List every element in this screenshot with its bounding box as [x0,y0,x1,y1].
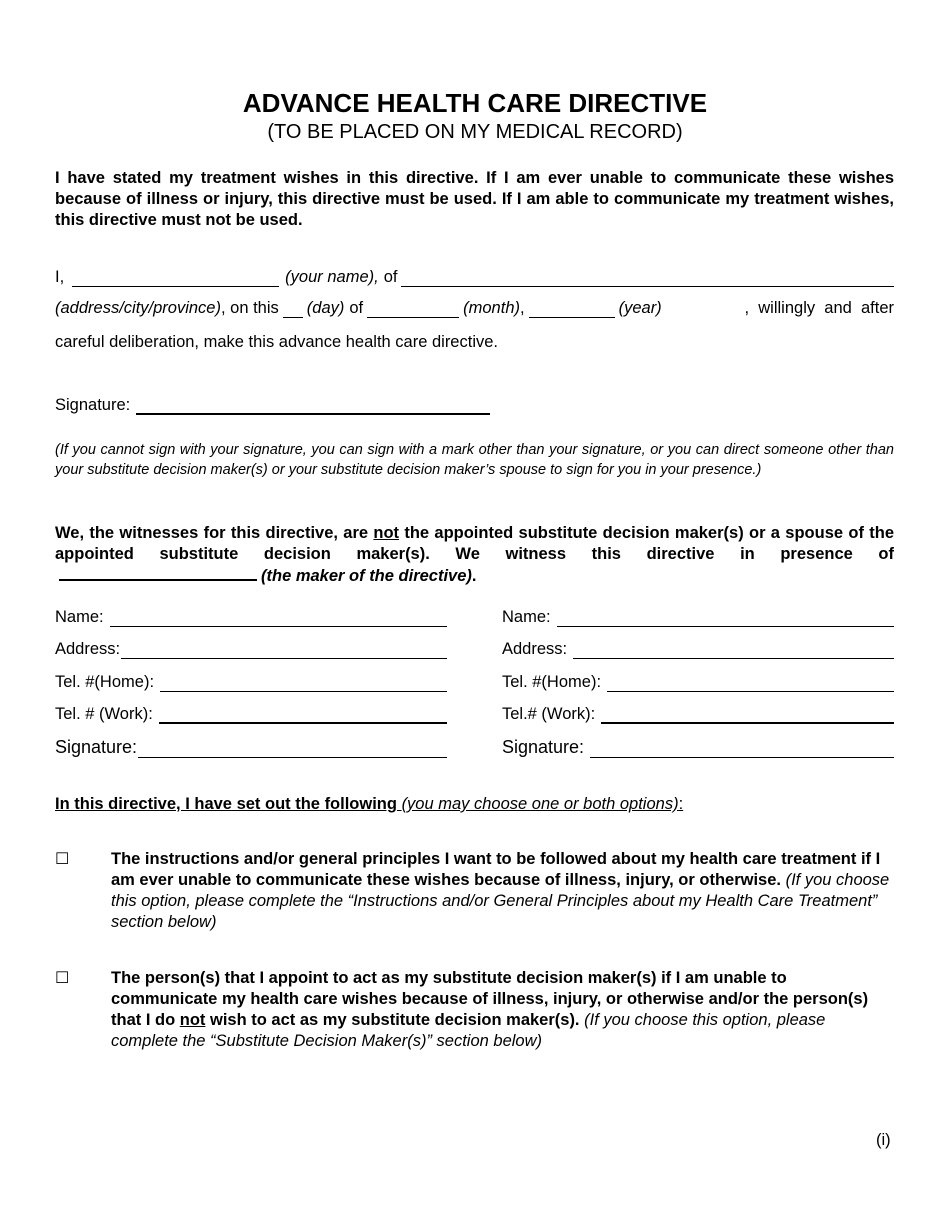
witness1-tel-home-field [55,673,447,692]
option-instructions-checkbox[interactable]: ☐ [55,851,70,868]
option1-bold: The instructions and/or general principles I want to be followed about my health care treatment if I am ever unable to communicate these wishes because of illness, injury, or otherwise. [111,850,881,889]
witness2-tel-home-input[interactable] [607,677,894,692]
witness2-address-field [502,640,894,659]
month-label: (month) [463,299,520,317]
option-instructions-text [111,849,894,933]
option2-note: (If you choose this option, please complete the “Substitute Decision Maker(s)” section below) [111,1011,826,1050]
witness1-signature-input[interactable] [138,743,447,758]
witness2-tel-work-field [502,705,894,724]
witness1-address-input[interactable] [121,644,447,659]
field-label: Tel. #(Home): [502,673,602,691]
option2-bold-b: wish to act as my substitute decision maker(s). [205,1011,580,1029]
address-label: (address/city/province) [55,299,221,317]
declaration-line-1 [55,268,894,287]
witness1-signature-field [55,737,447,758]
option-sdm-checkbox[interactable]: ☐ [55,970,70,987]
option-substitute-decision-maker [55,968,894,1058]
witness1-tel-work-input[interactable] [159,708,447,724]
intro-paragraph: I have stated my treatment wishes in this directive. If I am ever unable to communicate these wishes because of illness or injury, this directive must be used. If I am able to communicate my treatment wishes, this directive must not be used. [55,169,894,229]
witness2-name-input[interactable] [557,612,894,627]
field-label: Name: [502,608,551,626]
field-label: Name: [55,608,104,626]
witness-part1: We, the witnesses for this directive, are [55,524,374,542]
witness-maker: (the maker of the directive) [261,567,472,585]
witness2-name-field [502,608,894,627]
witness2-signature-input[interactable] [590,743,894,758]
year-blank[interactable] [529,303,615,318]
signature-note: (If you cannot sign with your signature, you can sign with a mark other than your signature, or you can direct someone other than your substitute decision maker(s) or your substitute decision maker’s spouse to sign for you in your presence.) [55,442,894,478]
field-label: Tel. # (Work): [55,705,153,723]
option2-bold-a: The person(s) that I appoint to act as my substitute decision maker(s) if I am unable to communicate my health care wishes because of illness, injury, or otherwise and/or the person(s) that I do [111,969,869,1029]
maker-name-blank[interactable] [59,565,257,581]
witness2-address-input[interactable] [573,644,894,659]
witness-not: not [373,524,400,542]
maker-signature-line [55,396,494,415]
options-heading [55,795,683,814]
declaration-line-3: careful deliberation, make this advance health care directive. [55,333,498,351]
document-subtitle: (TO BE PLACED ON MY MEDICAL RECORD) [267,121,683,143]
option-sdm-text [111,968,894,1052]
field-label: Tel.# (Work): [502,705,596,723]
options-heading-colon: : [678,795,684,813]
option-instructions [55,849,894,939]
document-title: ADVANCE HEALTH CARE DIRECTIVE [242,88,708,118]
month-blank[interactable] [367,303,459,318]
address-blank[interactable] [401,272,894,287]
witness-statement [55,523,894,587]
field-label: Signature: [55,737,138,757]
witness2-tel-work-input[interactable] [601,708,894,724]
options-heading-text: In this directive, I have set out the following [55,795,397,813]
witness1-tel-work-field [55,705,447,724]
maker-signature-blank[interactable] [136,399,490,415]
witness1-tel-home-input[interactable] [160,677,447,692]
your-name-label: (your name), [285,268,379,286]
witness-period: . [471,567,477,585]
i-prefix: I, [55,268,65,286]
witness1-name-input[interactable] [110,612,447,627]
witness-part2: the appointed substitute decision maker(s) or a spouse of the appointed substitute decision maker(s). We witness this directive in presence of [55,524,894,563]
options-heading-note: (you may choose one or both options) [401,795,679,813]
day-blank[interactable] [283,303,303,318]
page-number: (i) [876,1131,891,1149]
of-label-2: of [349,299,364,317]
option2-not: not [179,1011,206,1029]
witness2-signature-field [502,737,894,758]
field-label: Tel. #(Home): [55,673,155,691]
of-label: of [383,268,398,286]
day-label: (day) [306,299,345,317]
comma: , [520,299,525,317]
witness2-tel-home-field [502,673,894,692]
option1-note: (If you choose this option, please complete the “Instructions and/or General Principles about my Health Care Treatment” section below) [111,871,890,931]
signature-label: Signature: [55,396,131,414]
field-label: Signature: [502,737,585,757]
witness1-name-field [55,608,447,627]
field-label: Address: [502,640,568,658]
declaration-line-2 [55,299,894,318]
on-this-label: , on this [220,299,279,317]
willingly-label: , willingly and after [744,299,894,317]
field-label: Address: [55,640,121,658]
year-label: (year) [618,299,662,317]
witness1-address-field [55,640,447,659]
your-name-blank[interactable] [72,272,279,287]
